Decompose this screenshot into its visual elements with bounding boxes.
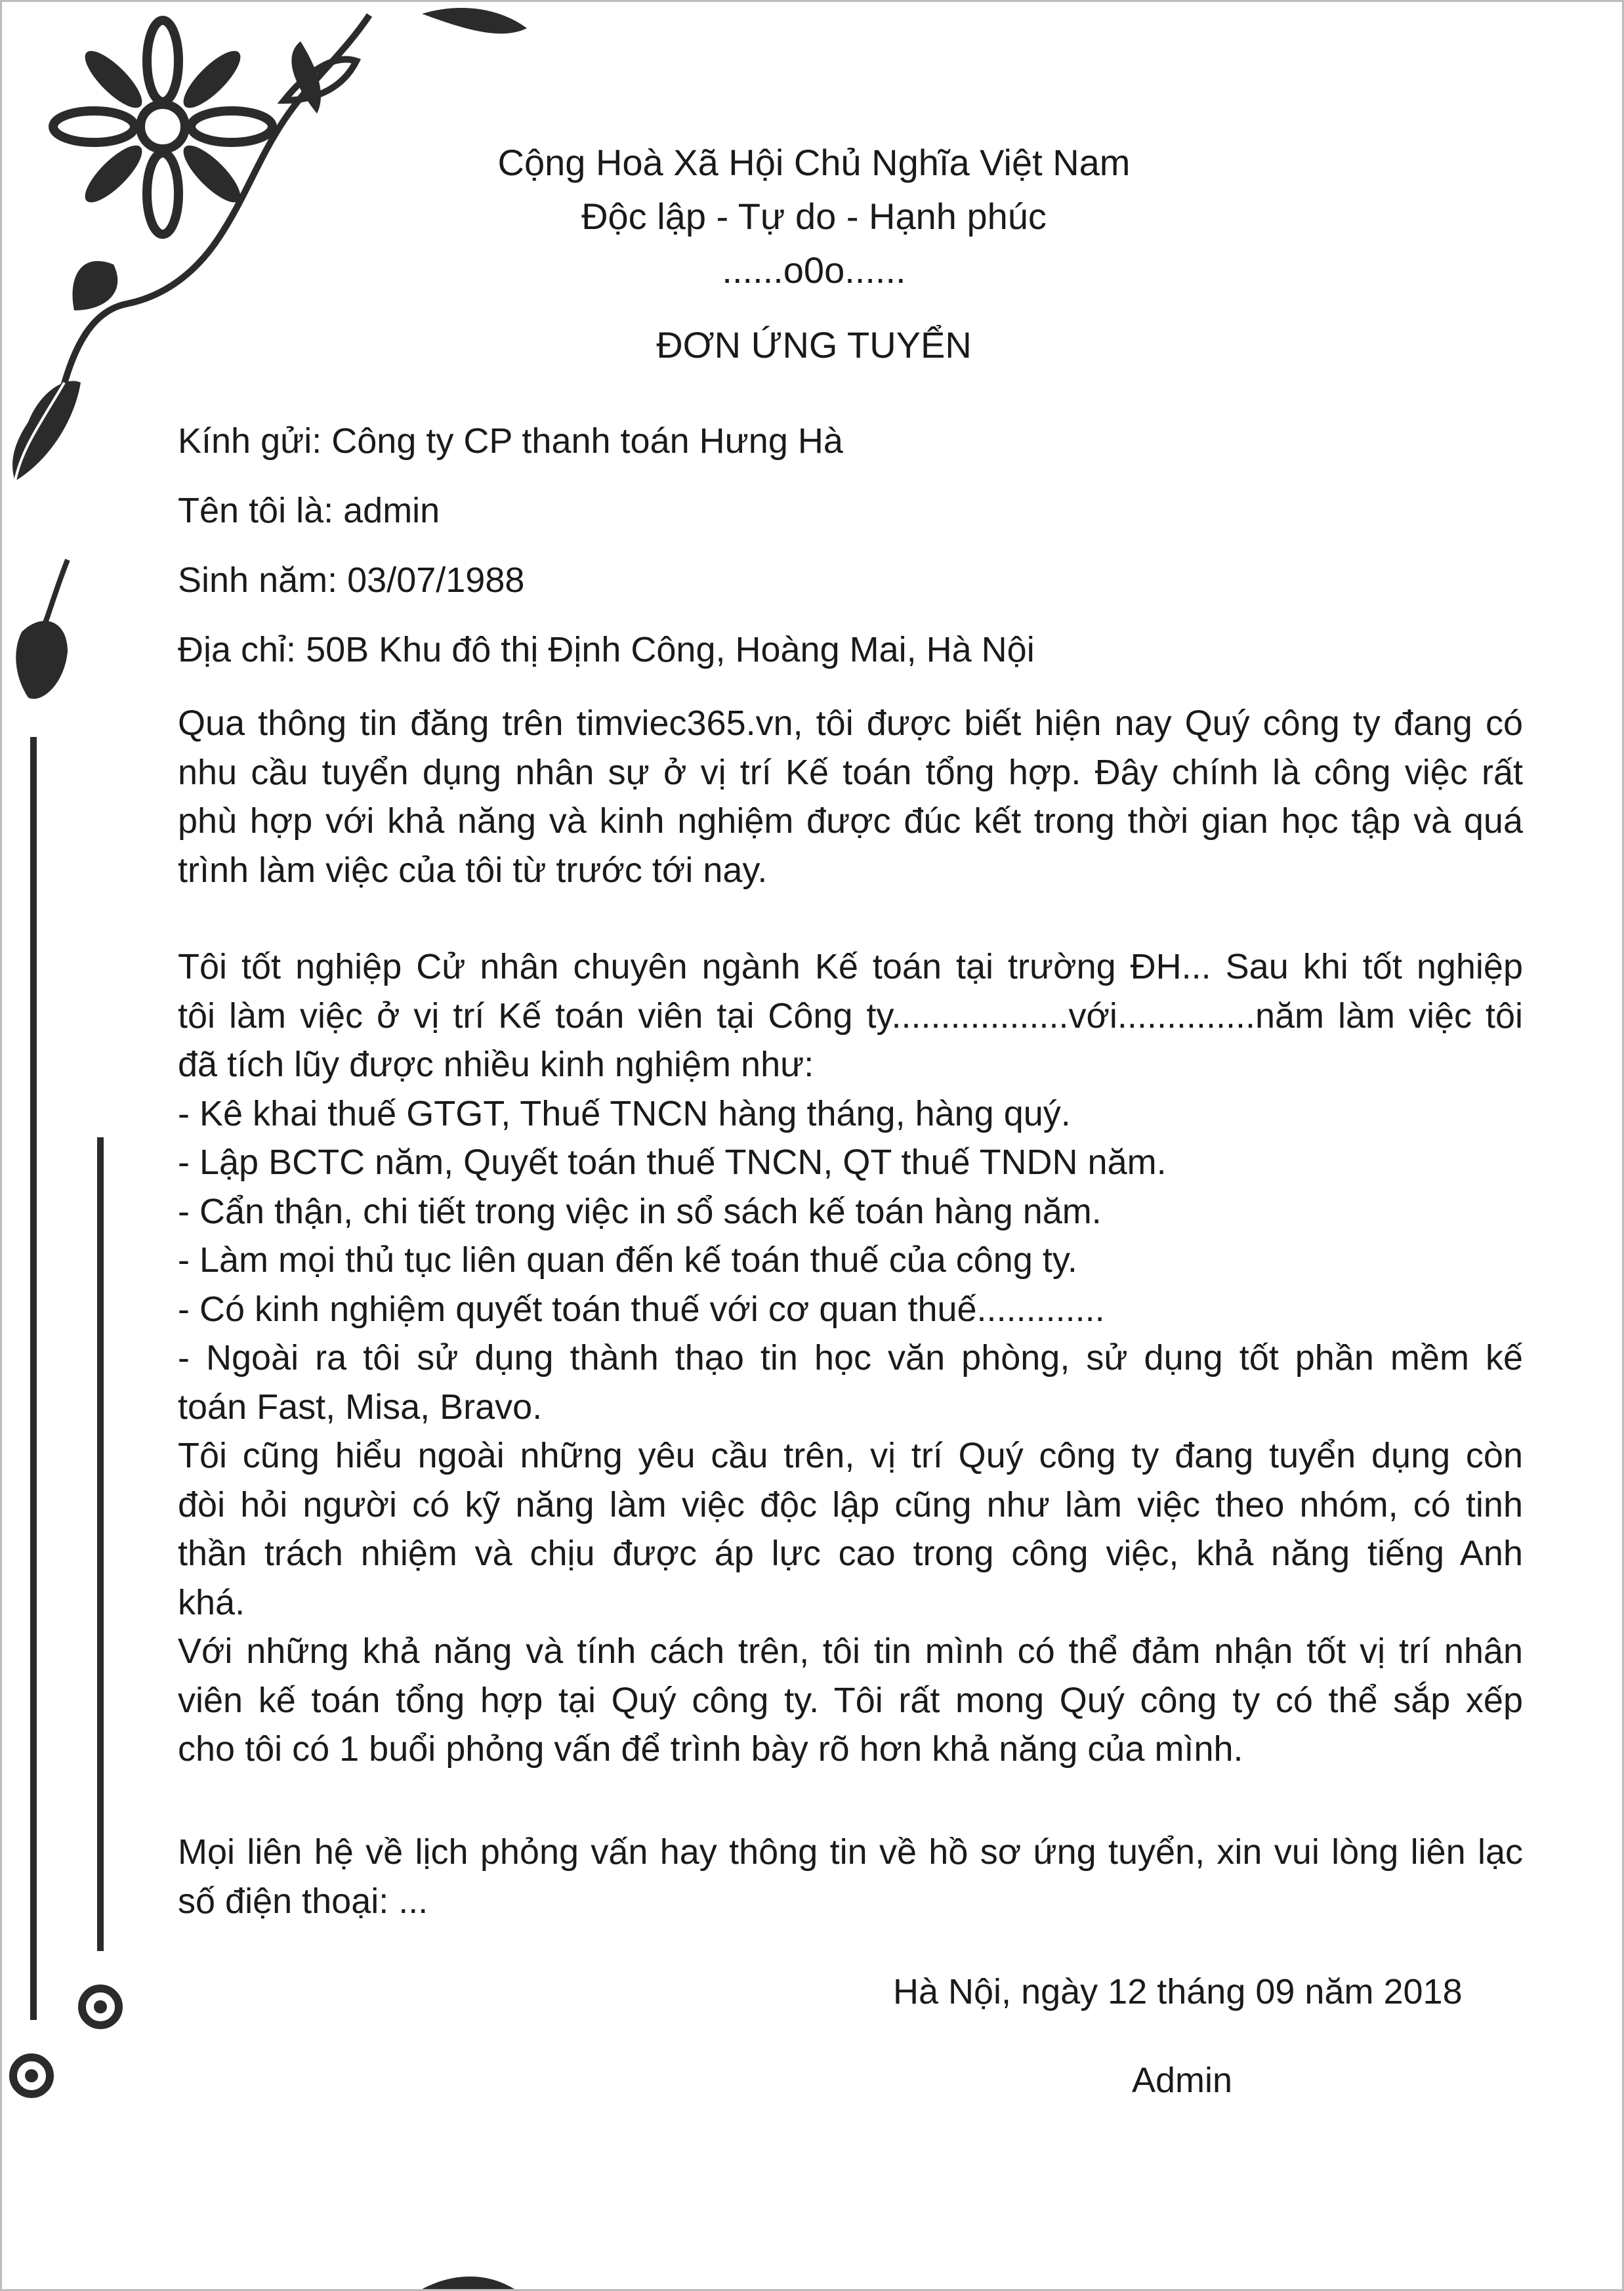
country-name: Cộng Hoà Xã Hội Chủ Nghĩa Việt Nam — [497, 142, 1131, 183]
signer-name: Admin — [1132, 2061, 1233, 2100]
paragraph-line: thần trách nhiệm và chịu được áp lực cao trong công việc, khả năng tiếng Anh — [178, 1534, 1523, 1573]
list-item: - Làm mọi thủ tục liên quan đến kế toán thuế của công ty. — [178, 1240, 1077, 1280]
paragraph-line: Qua thông tin đăng trên timviec365.vn, tôi được biết hiện nay Quý công ty đang có — [178, 704, 1523, 743]
national-motto: Độc lập - Tự do - Hạnh phúc — [581, 196, 1047, 237]
paragraph-line: viên kế toán tổng hợp tại Quý công ty. Tôi rất mong Quý công ty có thể sắp xếp — [178, 1680, 1523, 1720]
applicant-name: Tên tôi là: admin — [178, 491, 440, 530]
paragraph-line: khá. — [178, 1582, 245, 1622]
list-item: - Ngoài ra tôi sử dụng thành thạo tin học văn phòng, sử dụng tốt phần mềm kế — [178, 1338, 1523, 1377]
paragraph-line: Mọi liên hệ về lịch phỏng vấn hay thông tin về hồ sơ ứng tuyển, xin vui lòng liên lạc — [178, 1832, 1523, 1872]
contact-paragraph — [178, 1828, 1523, 1925]
paragraph-line: đã tích lũy được nhiều kinh nghiệm như: — [178, 1045, 814, 1084]
list-item: toán Fast, Misa, Bravo. — [178, 1387, 543, 1427]
list-item: - Có kinh nghiệm quyết toán thuế với cơ quan thuế............. — [178, 1289, 1105, 1329]
header-divider: ......o0o...... — [722, 249, 906, 291]
paragraph-line: tôi làm việc ở vị trí Kế toán viên tại Công ty..................với..............năm làm việc tôi — [178, 996, 1523, 1036]
recipient-line: Kính gửi: Công ty CP thanh toán Hưng Hà — [178, 421, 843, 461]
border-lines — [33, 737, 100, 2020]
paragraph-line: số điện thoại: ... — [178, 1881, 428, 1921]
paragraph-line: trình làm việc của tôi từ trước tới nay. — [178, 850, 768, 890]
list-item: - Cẩn thận, chi tiết trong việc in sổ sách kế toán hàng năm. — [178, 1191, 1102, 1231]
place-date: Hà Nội, ngày 12 tháng 09 năm 2018 — [893, 1972, 1463, 2011]
paragraph-line: Tôi cũng hiểu ngoài những yêu cầu trên, vị trí Quý công ty đang tuyển dụng còn — [178, 1436, 1523, 1475]
letter-title: ĐƠN ỨNG TUYỂN — [656, 324, 972, 366]
intro-paragraph — [178, 699, 1523, 894]
paragraph-line: cho tôi có 1 buổi phỏng vấn để trình bày rõ hơn khả năng của mình. — [178, 1729, 1243, 1769]
list-item: - Kê khai thuế GTGT, Thuế TNCN hàng tháng, hàng quý. — [178, 1093, 1071, 1133]
paragraph-line: nhu cầu tuyển dụng nhân sự ở vị trí Kế toán tổng hợp. Đây chính là công việc rất — [178, 752, 1523, 792]
paragraph-line: Tôi tốt nghiệp Cử nhân chuyên ngành Kế toán tại trường ĐH... Sau khi tốt nghiệp — [178, 947, 1523, 986]
paragraph-line: Với những khả năng và tính cách trên, tôi tin mình có thể đảm nhận tốt vị trí nhân — [178, 1631, 1523, 1671]
experience-paragraph — [178, 942, 1523, 1774]
birth-date: Sinh năm: 03/07/1988 — [178, 560, 525, 600]
address-line: Địa chỉ: 50B Khu đô thị Định Công, Hoàng Mai, Hà Nội — [178, 630, 1035, 669]
paragraph-line: phù hợp với khả năng và kinh nghiệm được đúc kết trong thời gian học tập và quá — [178, 801, 1523, 841]
paragraph-line: đòi hỏi người có kỹ năng làm việc độc lập cũng như làm việc theo nhóm, có tinh — [178, 1484, 1523, 1524]
list-item: - Lập BCTC năm, Quyết toán thuế TNCN, QT thuế TNDN năm. — [178, 1143, 1167, 1182]
